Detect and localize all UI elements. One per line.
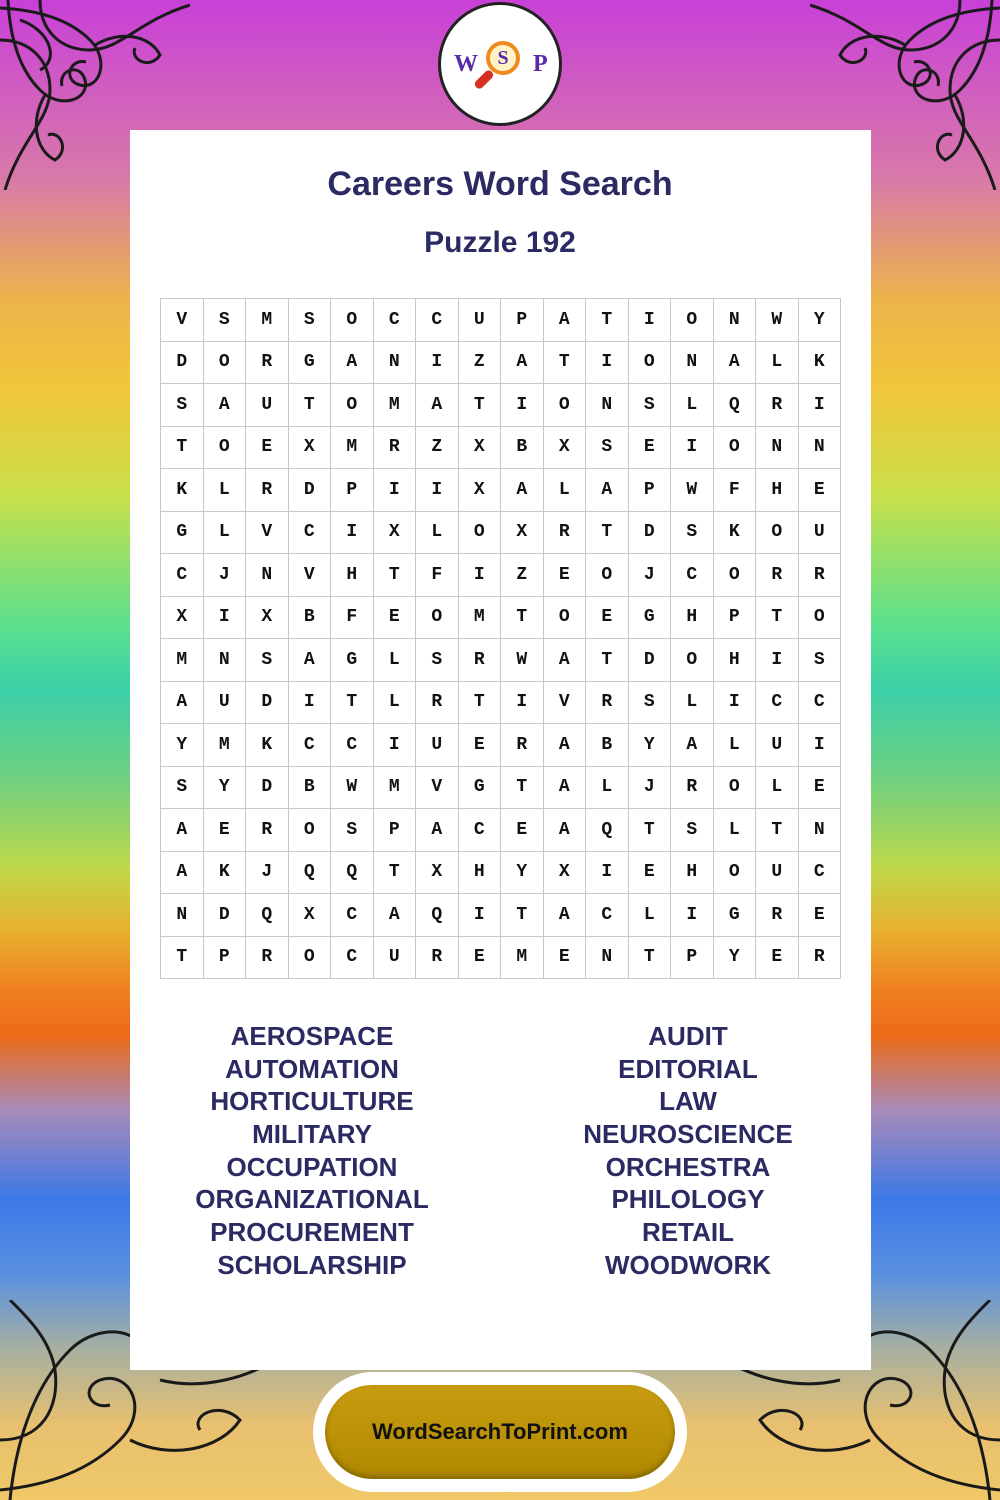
grid-cell[interactable]: Z bbox=[459, 342, 502, 385]
grid-cell[interactable]: I bbox=[671, 427, 714, 470]
grid-cell[interactable]: A bbox=[544, 809, 587, 852]
word-list-item: NEUROSCIENCE bbox=[583, 1119, 793, 1150]
grid-cell[interactable]: T bbox=[586, 512, 629, 555]
grid-cell[interactable]: D bbox=[246, 767, 289, 810]
grid-cell[interactable]: S bbox=[671, 512, 714, 555]
grid-cell[interactable]: T bbox=[459, 384, 502, 427]
grid-cell[interactable]: L bbox=[671, 384, 714, 427]
grid-cell[interactable]: R bbox=[756, 894, 799, 937]
word-list-item: EDITORIAL bbox=[618, 1053, 758, 1084]
grid-cell[interactable]: D bbox=[629, 639, 672, 682]
grid-cell[interactable]: R bbox=[246, 809, 289, 852]
grid-cell[interactable]: R bbox=[799, 937, 842, 980]
grid-cell[interactable]: S bbox=[671, 809, 714, 852]
grid-cell[interactable]: M bbox=[501, 937, 544, 980]
grid-cell[interactable]: X bbox=[501, 512, 544, 555]
grid-cell[interactable]: O bbox=[586, 554, 629, 597]
grid-cell[interactable]: A bbox=[374, 894, 417, 937]
grid-cell[interactable]: W bbox=[501, 639, 544, 682]
grid-cell[interactable]: T bbox=[501, 894, 544, 937]
grid-cell[interactable]: M bbox=[246, 299, 289, 342]
grid-cell[interactable]: I bbox=[501, 682, 544, 725]
grid-cell[interactable]: W bbox=[756, 299, 799, 342]
grid-cell[interactable]: R bbox=[586, 682, 629, 725]
grid-cell[interactable]: L bbox=[714, 809, 757, 852]
grid-cell[interactable]: I bbox=[671, 894, 714, 937]
grid-cell[interactable]: I bbox=[459, 894, 502, 937]
grid-cell[interactable]: S bbox=[586, 427, 629, 470]
word-list-item: ORGANIZATIONAL bbox=[195, 1184, 429, 1215]
grid-cell[interactable]: L bbox=[544, 469, 587, 512]
grid-cell[interactable]: A bbox=[331, 342, 374, 385]
grid-cell[interactable]: A bbox=[161, 852, 204, 895]
grid-cell[interactable]: O bbox=[544, 597, 587, 640]
grid-cell[interactable]: A bbox=[671, 724, 714, 767]
word-list-item: AUDIT bbox=[648, 1021, 728, 1051]
grid-cell[interactable]: S bbox=[331, 809, 374, 852]
grid-cell[interactable]: Y bbox=[204, 767, 247, 810]
grid-cell[interactable]: Q bbox=[331, 852, 374, 895]
grid-cell[interactable]: O bbox=[799, 597, 842, 640]
grid-cell[interactable]: J bbox=[629, 767, 672, 810]
grid-cell[interactable]: B bbox=[289, 767, 332, 810]
logo-letter-p: P bbox=[533, 51, 548, 77]
grid-cell[interactable]: C bbox=[799, 682, 842, 725]
grid-cell[interactable]: X bbox=[544, 427, 587, 470]
grid-cell[interactable]: H bbox=[331, 554, 374, 597]
grid-cell[interactable]: Z bbox=[501, 554, 544, 597]
grid-cell[interactable]: O bbox=[544, 384, 587, 427]
grid-cell[interactable]: R bbox=[374, 427, 417, 470]
grid-cell[interactable]: T bbox=[756, 809, 799, 852]
grid-cell[interactable]: V bbox=[246, 512, 289, 555]
grid-cell[interactable]: N bbox=[586, 384, 629, 427]
grid-cell[interactable]: V bbox=[289, 554, 332, 597]
grid-cell[interactable]: R bbox=[459, 639, 502, 682]
grid-cell[interactable]: D bbox=[204, 894, 247, 937]
grid-cell[interactable]: C bbox=[374, 299, 417, 342]
grid-cell[interactable]: D bbox=[246, 682, 289, 725]
grid-cell[interactable]: O bbox=[204, 342, 247, 385]
grid-cell[interactable]: R bbox=[756, 384, 799, 427]
word-list-right bbox=[508, 1020, 868, 1282]
grid-cell[interactable]: C bbox=[331, 937, 374, 980]
grid-cell[interactable]: T bbox=[756, 597, 799, 640]
grid-cell[interactable]: L bbox=[671, 682, 714, 725]
grid-cell[interactable]: I bbox=[374, 469, 417, 512]
site-logo[interactable] bbox=[438, 2, 562, 126]
site-link-button[interactable]: WordSearchToPrint.com bbox=[325, 1385, 675, 1479]
grid-cell[interactable]: I bbox=[586, 342, 629, 385]
grid-cell[interactable]: B bbox=[586, 724, 629, 767]
grid-cell[interactable]: U bbox=[756, 724, 799, 767]
grid-cell[interactable]: L bbox=[374, 682, 417, 725]
grid-cell[interactable]: G bbox=[714, 894, 757, 937]
grid-cell[interactable]: E bbox=[374, 597, 417, 640]
grid-cell[interactable]: Y bbox=[629, 724, 672, 767]
grid-cell[interactable]: H bbox=[459, 852, 502, 895]
grid-cell[interactable]: G bbox=[161, 512, 204, 555]
grid-cell[interactable]: G bbox=[289, 342, 332, 385]
grid-cell[interactable]: M bbox=[161, 639, 204, 682]
grid-cell[interactable]: W bbox=[671, 469, 714, 512]
grid-cell[interactable]: O bbox=[416, 597, 459, 640]
grid-cell[interactable]: O bbox=[756, 512, 799, 555]
grid-cell[interactable]: E bbox=[586, 597, 629, 640]
grid-cell[interactable]: M bbox=[204, 724, 247, 767]
grid-cell[interactable]: P bbox=[714, 597, 757, 640]
grid-cell[interactable]: O bbox=[671, 639, 714, 682]
grid-cell[interactable]: C bbox=[671, 554, 714, 597]
grid-cell[interactable]: T bbox=[161, 427, 204, 470]
grid-cell[interactable]: U bbox=[799, 512, 842, 555]
grid-cell[interactable]: S bbox=[246, 639, 289, 682]
grid-cell[interactable]: T bbox=[586, 299, 629, 342]
grid-cell[interactable]: T bbox=[629, 937, 672, 980]
grid-cell[interactable]: T bbox=[501, 767, 544, 810]
grid-cell[interactable]: S bbox=[161, 767, 204, 810]
grid-cell[interactable]: R bbox=[246, 469, 289, 512]
grid-cell[interactable]: P bbox=[671, 937, 714, 980]
grid-cell[interactable]: R bbox=[416, 682, 459, 725]
grid-cell[interactable]: A bbox=[714, 342, 757, 385]
grid-cell[interactable]: E bbox=[799, 767, 842, 810]
grid-cell[interactable]: J bbox=[246, 852, 289, 895]
grid-cell[interactable]: S bbox=[629, 384, 672, 427]
grid-cell[interactable]: E bbox=[799, 469, 842, 512]
grid-cell[interactable]: S bbox=[799, 639, 842, 682]
grid-cell[interactable]: C bbox=[586, 894, 629, 937]
grid-cell[interactable]: N bbox=[246, 554, 289, 597]
word-list-item: ORCHESTRA bbox=[605, 1151, 771, 1182]
grid-cell[interactable]: M bbox=[374, 767, 417, 810]
grid-cell[interactable]: N bbox=[161, 894, 204, 937]
grid-cell[interactable]: T bbox=[459, 682, 502, 725]
grid-cell[interactable]: Q bbox=[246, 894, 289, 937]
grid-cell[interactable]: T bbox=[544, 342, 587, 385]
grid-cell[interactable]: P bbox=[374, 809, 417, 852]
word-list-left bbox=[132, 1020, 492, 1282]
grid-cell[interactable]: A bbox=[544, 299, 587, 342]
grid-cell[interactable]: L bbox=[204, 512, 247, 555]
grid-cell[interactable]: C bbox=[459, 809, 502, 852]
grid-cell[interactable]: I bbox=[459, 554, 502, 597]
grid-cell[interactable]: X bbox=[459, 427, 502, 470]
grid-cell[interactable]: R bbox=[544, 512, 587, 555]
grid-cell[interactable]: A bbox=[416, 384, 459, 427]
grid-cell[interactable]: V bbox=[544, 682, 587, 725]
grid-cell[interactable]: B bbox=[501, 427, 544, 470]
grid-cell[interactable]: I bbox=[416, 469, 459, 512]
grid-cell[interactable]: I bbox=[331, 512, 374, 555]
letter-grid bbox=[160, 298, 841, 979]
grid-cell[interactable]: R bbox=[671, 767, 714, 810]
grid-cell[interactable]: P bbox=[204, 937, 247, 980]
grid-cell[interactable]: S bbox=[204, 299, 247, 342]
grid-cell[interactable]: I bbox=[416, 342, 459, 385]
grid-cell[interactable]: X bbox=[459, 469, 502, 512]
grid-cell[interactable]: R bbox=[756, 554, 799, 597]
grid-cell[interactable]: O bbox=[204, 427, 247, 470]
grid-cell[interactable]: I bbox=[586, 852, 629, 895]
grid-cell[interactable]: D bbox=[289, 469, 332, 512]
grid-cell[interactable]: Q bbox=[714, 384, 757, 427]
grid-cell[interactable]: E bbox=[246, 427, 289, 470]
word-list-item: LAW bbox=[659, 1086, 717, 1117]
grid-cell[interactable]: G bbox=[459, 767, 502, 810]
grid-cell[interactable]: I bbox=[374, 724, 417, 767]
grid-cell[interactable]: L bbox=[756, 342, 799, 385]
grid-cell[interactable]: A bbox=[544, 894, 587, 937]
word-list-item: AEROSPACE bbox=[230, 1021, 394, 1051]
grid-cell[interactable]: O bbox=[714, 554, 757, 597]
grid-cell[interactable]: O bbox=[714, 427, 757, 470]
grid-cell[interactable]: Q bbox=[586, 809, 629, 852]
word-list-item: PHILOLOGY bbox=[611, 1184, 765, 1215]
grid-cell[interactable]: A bbox=[161, 809, 204, 852]
grid-cell[interactable]: Q bbox=[416, 894, 459, 937]
grid-cell[interactable]: C bbox=[331, 894, 374, 937]
grid-cell[interactable]: O bbox=[629, 342, 672, 385]
grid-cell[interactable]: M bbox=[459, 597, 502, 640]
grid-cell[interactable]: H bbox=[671, 597, 714, 640]
grid-cell[interactable]: G bbox=[629, 597, 672, 640]
logo-letter-w: W bbox=[454, 51, 478, 77]
grid-cell[interactable]: X bbox=[289, 427, 332, 470]
grid-cell[interactable]: U bbox=[374, 937, 417, 980]
grid-cell[interactable]: L bbox=[204, 469, 247, 512]
grid-cell[interactable]: U bbox=[416, 724, 459, 767]
word-list-item: SCHOLARSHIP bbox=[217, 1249, 407, 1280]
grid-cell[interactable]: K bbox=[204, 852, 247, 895]
grid-cell[interactable]: A bbox=[416, 809, 459, 852]
grid-cell[interactable]: Y bbox=[799, 299, 842, 342]
grid-cell[interactable]: I bbox=[289, 682, 332, 725]
page-title: Careers Word Search bbox=[327, 165, 673, 203]
grid-cell[interactable]: E bbox=[544, 554, 587, 597]
grid-cell[interactable]: O bbox=[714, 767, 757, 810]
grid-cell[interactable]: N bbox=[204, 639, 247, 682]
grid-cell[interactable]: E bbox=[799, 894, 842, 937]
word-list-item: AUTOMATION bbox=[225, 1053, 399, 1084]
grid-cell[interactable]: O bbox=[459, 512, 502, 555]
grid-cell[interactable]: K bbox=[246, 724, 289, 767]
grid-cell[interactable]: A bbox=[586, 469, 629, 512]
grid-cell[interactable]: T bbox=[374, 554, 417, 597]
grid-cell[interactable]: E bbox=[204, 809, 247, 852]
grid-cell[interactable]: F bbox=[416, 554, 459, 597]
grid-cell[interactable]: C bbox=[289, 724, 332, 767]
grid-cell[interactable]: C bbox=[416, 299, 459, 342]
grid-cell[interactable]: E bbox=[629, 427, 672, 470]
word-list-item: RETAIL bbox=[642, 1217, 734, 1248]
grid-cell[interactable]: Z bbox=[416, 427, 459, 470]
grid-cell[interactable]: M bbox=[331, 427, 374, 470]
grid-cell[interactable]: O bbox=[289, 937, 332, 980]
grid-cell[interactable]: L bbox=[374, 639, 417, 682]
grid-cell[interactable]: C bbox=[289, 512, 332, 555]
grid-cell[interactable]: N bbox=[586, 937, 629, 980]
grid-cell[interactable]: A bbox=[501, 342, 544, 385]
grid-cell[interactable]: K bbox=[714, 512, 757, 555]
grid-cell[interactable]: I bbox=[799, 724, 842, 767]
grid-cell[interactable]: U bbox=[246, 384, 289, 427]
grid-cell[interactable]: S bbox=[161, 384, 204, 427]
grid-cell[interactable]: L bbox=[416, 512, 459, 555]
grid-cell[interactable]: K bbox=[161, 469, 204, 512]
grid-cell[interactable]: X bbox=[161, 597, 204, 640]
grid-cell[interactable]: C bbox=[161, 554, 204, 597]
grid-cell[interactable]: R bbox=[416, 937, 459, 980]
grid-cell[interactable]: E bbox=[459, 937, 502, 980]
grid-cell[interactable]: Y bbox=[714, 937, 757, 980]
grid-cell[interactable]: T bbox=[586, 639, 629, 682]
grid-cell[interactable]: I bbox=[204, 597, 247, 640]
grid-cell[interactable]: A bbox=[161, 682, 204, 725]
grid-cell[interactable]: B bbox=[289, 597, 332, 640]
grid-cell[interactable]: R bbox=[501, 724, 544, 767]
grid-cell[interactable]: X bbox=[289, 894, 332, 937]
grid-cell[interactable]: T bbox=[289, 384, 332, 427]
grid-cell[interactable]: G bbox=[331, 639, 374, 682]
grid-cell[interactable]: N bbox=[799, 427, 842, 470]
grid-cell[interactable]: X bbox=[544, 852, 587, 895]
grid-cell[interactable]: L bbox=[714, 724, 757, 767]
grid-cell[interactable]: F bbox=[331, 597, 374, 640]
grid-cell[interactable]: X bbox=[374, 512, 417, 555]
grid-cell[interactable]: O bbox=[331, 384, 374, 427]
grid-cell[interactable]: C bbox=[799, 852, 842, 895]
logo-letter-s: S bbox=[497, 47, 509, 69]
grid-cell[interactable]: U bbox=[459, 299, 502, 342]
grid-cell[interactable]: E bbox=[459, 724, 502, 767]
grid-cell[interactable]: S bbox=[629, 682, 672, 725]
grid-cell[interactable]: I bbox=[799, 384, 842, 427]
grid-cell[interactable]: O bbox=[289, 809, 332, 852]
grid-cell[interactable]: H bbox=[671, 852, 714, 895]
grid-cell[interactable]: O bbox=[714, 852, 757, 895]
grid-cell[interactable]: R bbox=[799, 554, 842, 597]
grid-cell[interactable]: P bbox=[331, 469, 374, 512]
grid-cell[interactable]: A bbox=[544, 639, 587, 682]
grid-cell[interactable]: A bbox=[544, 724, 587, 767]
grid-cell[interactable]: H bbox=[756, 469, 799, 512]
magnifier-icon bbox=[486, 41, 520, 75]
grid-cell[interactable]: N bbox=[799, 809, 842, 852]
grid-cell[interactable]: S bbox=[289, 299, 332, 342]
grid-cell[interactable]: D bbox=[161, 342, 204, 385]
grid-cell[interactable]: X bbox=[246, 597, 289, 640]
word-list-item: OCCUPATION bbox=[226, 1151, 398, 1182]
grid-cell[interactable]: J bbox=[629, 554, 672, 597]
grid-cell[interactable]: A bbox=[289, 639, 332, 682]
grid-cell[interactable]: A bbox=[501, 469, 544, 512]
grid-cell[interactable]: A bbox=[544, 767, 587, 810]
grid-cell[interactable]: N bbox=[714, 299, 757, 342]
grid-cell[interactable]: T bbox=[501, 597, 544, 640]
grid-cell[interactable]: I bbox=[714, 682, 757, 725]
word-list-item: PROCUREMENT bbox=[210, 1217, 414, 1248]
grid-cell[interactable]: C bbox=[331, 724, 374, 767]
grid-cell[interactable]: T bbox=[161, 937, 204, 980]
grid-cell[interactable]: Q bbox=[289, 852, 332, 895]
grid-cell[interactable]: N bbox=[374, 342, 417, 385]
grid-cell[interactable]: R bbox=[246, 937, 289, 980]
grid-cell[interactable]: T bbox=[374, 852, 417, 895]
grid-cell[interactable]: A bbox=[204, 384, 247, 427]
grid-cell[interactable]: D bbox=[629, 512, 672, 555]
grid-cell[interactable]: E bbox=[544, 937, 587, 980]
grid-cell[interactable]: T bbox=[629, 809, 672, 852]
grid-cell[interactable]: P bbox=[501, 299, 544, 342]
grid-cell[interactable]: X bbox=[416, 852, 459, 895]
word-list-item: HORTICULTURE bbox=[210, 1086, 414, 1117]
grid-cell[interactable]: P bbox=[629, 469, 672, 512]
grid-cell[interactable]: N bbox=[671, 342, 714, 385]
grid-cell[interactable]: M bbox=[374, 384, 417, 427]
grid-cell[interactable]: I bbox=[756, 639, 799, 682]
grid-cell[interactable]: E bbox=[629, 852, 672, 895]
grid-cell[interactable]: Y bbox=[501, 852, 544, 895]
grid-cell[interactable]: V bbox=[416, 767, 459, 810]
grid-cell[interactable]: O bbox=[331, 299, 374, 342]
grid-cell[interactable]: H bbox=[714, 639, 757, 682]
grid-cell[interactable]: I bbox=[629, 299, 672, 342]
puzzle-number: Puzzle 192 bbox=[424, 226, 576, 259]
grid-cell[interactable]: F bbox=[714, 469, 757, 512]
grid-cell[interactable]: R bbox=[246, 342, 289, 385]
grid-cell[interactable]: S bbox=[416, 639, 459, 682]
grid-cell[interactable]: T bbox=[331, 682, 374, 725]
grid-cell[interactable]: U bbox=[756, 852, 799, 895]
grid-cell[interactable]: E bbox=[756, 937, 799, 980]
grid-cell[interactable]: I bbox=[501, 384, 544, 427]
grid-cell[interactable]: N bbox=[756, 427, 799, 470]
word-list-item: WOODWORK bbox=[604, 1249, 772, 1280]
word-list-item: MILITARY bbox=[252, 1119, 372, 1150]
grid-cell[interactable]: J bbox=[204, 554, 247, 597]
grid-cell[interactable]: Y bbox=[161, 724, 204, 767]
grid-cell[interactable]: E bbox=[501, 809, 544, 852]
grid-cell[interactable]: U bbox=[204, 682, 247, 725]
grid-cell[interactable]: O bbox=[671, 299, 714, 342]
grid-cell[interactable]: L bbox=[756, 767, 799, 810]
grid-cell[interactable]: K bbox=[799, 342, 842, 385]
grid-cell[interactable]: C bbox=[756, 682, 799, 725]
grid-cell[interactable]: L bbox=[629, 894, 672, 937]
grid-cell[interactable]: L bbox=[586, 767, 629, 810]
grid-cell[interactable]: V bbox=[161, 299, 204, 342]
grid-cell[interactable]: W bbox=[331, 767, 374, 810]
